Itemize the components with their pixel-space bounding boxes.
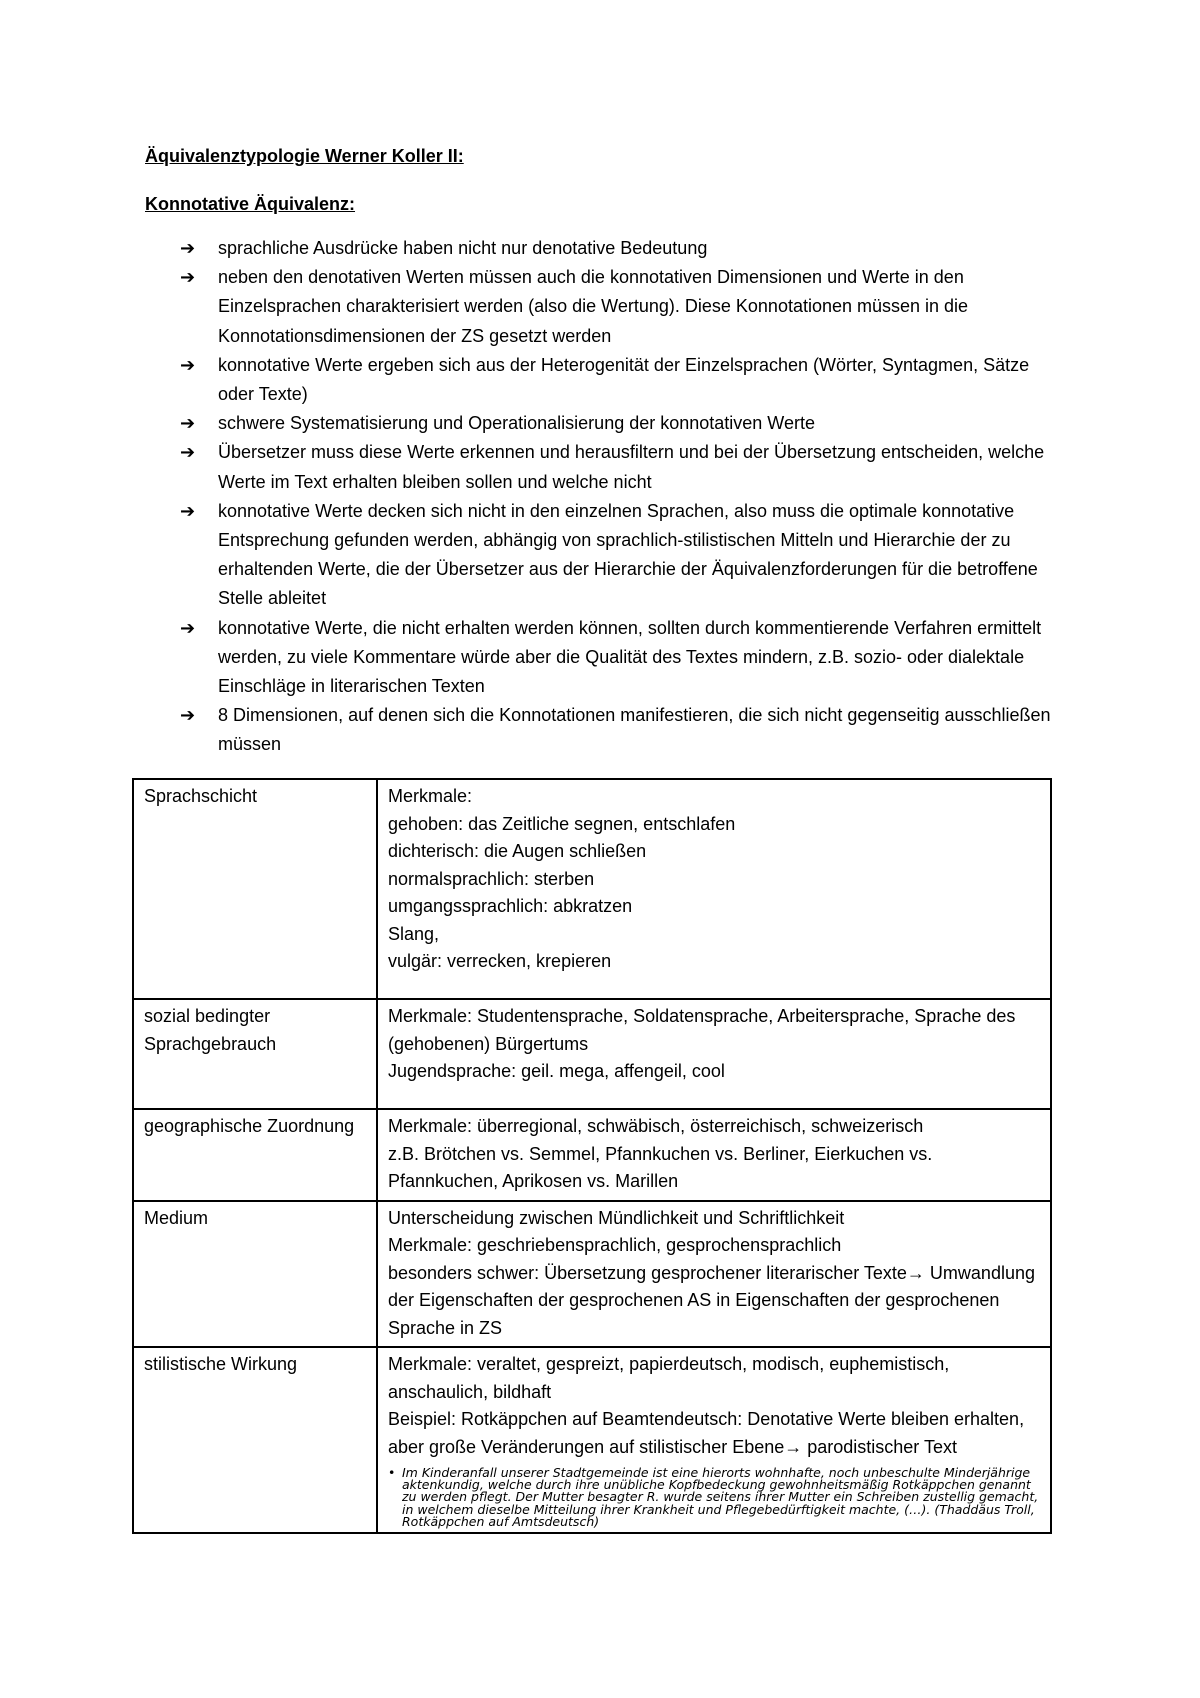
arrow-right-icon: ➔ — [180, 238, 196, 258]
list-item-text: konnotative Werte, die nicht erhalten werden können, sollten durch kommentierende Verfahren ermittelt werden, zu viele Kommentare würde aber die Qualität des Textes mindern, z.B. sozio- oder dialektale Einschläge in literarischen Texten — [218, 617, 1042, 697]
feature-line: Unterscheidung zwischen Mündlichkeit und Schriftlichkeit — [388, 1207, 845, 1228]
table-row — [133, 779, 1051, 999]
list-item-text: schwere Systematisierung und Operationalisierung der konnotativen Werte — [218, 413, 815, 434]
list-item — [180, 351, 1060, 409]
feature-line: Merkmale: geschriebensprachlich, gesprochensprachlich — [388, 1235, 842, 1255]
list-item — [180, 263, 1060, 351]
feature-line: Slang, — [388, 923, 440, 944]
dimension-cell: Medium — [133, 1201, 377, 1348]
list-item-text: konnotative Werte ergeben sich aus der Heterogenität der Einzelsprachen (Wörter, Syntagmen, Sätze oder Texte) — [218, 354, 1030, 405]
arrow-right-icon: ➔ — [180, 267, 196, 288]
feature-line: z.B. Brötchen vs. Semmel, Pfannkuchen vs. Berliner, Eierkuchen vs. Pfannkuchen, Aprikosen vs. Marillen — [388, 1143, 933, 1191]
feature-line: umgangssprachlich: abkratzen — [388, 896, 633, 916]
bullet-list — [180, 234, 1060, 760]
arrow-right-icon: ➔ — [180, 705, 196, 726]
section-heading: Konnotative Äquivalenz: — [145, 194, 356, 214]
arrow-right-icon: ➔ — [180, 500, 196, 521]
feature-line: besonders schwer: Übersetzung gesprochener literarischer Texte→ Umwandlung der Eigenschaften der gesprochenen AS in Eigenschaften der gesprochenen Sprache in ZS — [388, 1262, 1035, 1338]
feature-line: Beispiel: Rotkäppchen auf Beamtendeutsch: Denotative Werte bleiben erhalten, aber große Veränderungen auf stilistischer Ebene→ parodistischer Text — [388, 1409, 1025, 1457]
feature-line: dichterisch: die Augen schließen — [388, 841, 647, 861]
dimension-cell: stilistische Wirkung — [133, 1347, 377, 1533]
table-row — [133, 1347, 1051, 1533]
feature-line: Merkmale: — [388, 786, 473, 806]
feature-line: normalsprachlich: sterben — [388, 868, 595, 889]
list-item — [180, 234, 1060, 263]
feature-line: Merkmale: veraltet, gespreizt, papierdeutsch, modisch, euphemistisch, anschaulich, bildhaft — [388, 1354, 950, 1402]
page-title: Äquivalenztypologie Werner Koller II: — [145, 146, 464, 166]
list-item-text: Übersetzer muss diese Werte erkennen und herausfiltern und bei der Übersetzung entscheiden, welche Werte im Text erhalten bleiben sollen und welche nicht — [218, 442, 1045, 492]
arrow-right-icon: ➔ — [180, 617, 196, 638]
list-item-text: konnotative Werte decken sich nicht in den einzelnen Sprachen, also muss die optimale konnotative Entsprechung gefunden werden, abhängig von sprachlich-stilistischen Mitteln und Hierarchie der zu erhaltenden Werte, die der Übersetzer aus der Hierarchie der Äquivalenzforderungen für die betroffene Stelle ableitet — [218, 500, 1038, 609]
table-row — [133, 1201, 1051, 1348]
bullet-dot-icon: • — [388, 1465, 396, 1480]
arrow-right-icon: ➔ — [180, 413, 196, 434]
features-cell — [377, 779, 1051, 999]
feature-line: vulgär: verrecken, krepieren — [388, 951, 612, 971]
list-item-text: 8 Dimensionen, auf denen sich die Konnotationen manifestieren, die sich nicht gegenseitig ausschließen müssen — [218, 705, 1051, 755]
feature-line: Merkmale: überregional, schwäbisch, österreichisch, schweizerisch — [388, 1116, 924, 1136]
list-item-text: neben den denotativen Werten müssen auch die konnotativen Dimensionen und Werte in den Einzelsprachen charakterisiert werden (also die Wertung). Diese Konnotationen müssen in die Konnotationsdimensionen der ZS gesetzt werden — [218, 267, 969, 346]
dimension-cell: Sprachschicht — [133, 779, 377, 999]
list-item — [180, 409, 1060, 438]
feature-line: gehoben: das Zeitliche segnen, entschlafen — [388, 813, 736, 834]
list-item — [180, 438, 1060, 496]
dimension-cell: sozial bedingter Sprachgebrauch — [133, 999, 377, 1109]
connotation-dimensions-table — [132, 778, 1052, 1534]
arrow-right-icon: ➔ — [180, 442, 196, 463]
example-quote — [388, 1467, 1040, 1528]
arrow-right-icon: ➔ — [180, 354, 196, 375]
list-item — [180, 614, 1060, 702]
features-cell — [377, 1347, 1051, 1533]
list-item — [180, 497, 1060, 614]
dimension-cell: geographische Zuordnung — [133, 1109, 377, 1201]
features-cell — [377, 999, 1051, 1109]
example-quote-text: Im Kinderanfall unserer Stadtgemeinde ist eine hierorts wohnhafte, noch unbeschulte Minderjährige aktenkundig, welche durch ihre unübliche Kopfbedeckung gewohnheitsmäßig Rotkäppchen genannt zu werden pflegt. Der Mutter besagter R. wurde seitens ihrer Mutter ein Schreiben zustellig gemacht, in welchem dieselbe Mitteilung ihrer Krankheit und Pflegebedürftigkeit machte, (…). (Thaddäus Troll, Rotkäppchen auf Amtsdeutsch) — [402, 1465, 1039, 1529]
features-cell — [377, 1201, 1051, 1348]
features-cell — [377, 1109, 1051, 1201]
feature-line: Jugendsprache: geil. mega, affengeil, cool — [388, 1061, 725, 1081]
list-item — [180, 701, 1060, 759]
table-row — [133, 999, 1051, 1109]
feature-line: Merkmale: Studentensprache, Soldatensprache, Arbeitersprache, Sprache des (gehobenen) Bürgertums — [388, 1006, 1016, 1054]
list-item-text: sprachliche Ausdrücke haben nicht nur denotative Bedeutung — [218, 238, 708, 258]
table-row — [133, 1109, 1051, 1201]
